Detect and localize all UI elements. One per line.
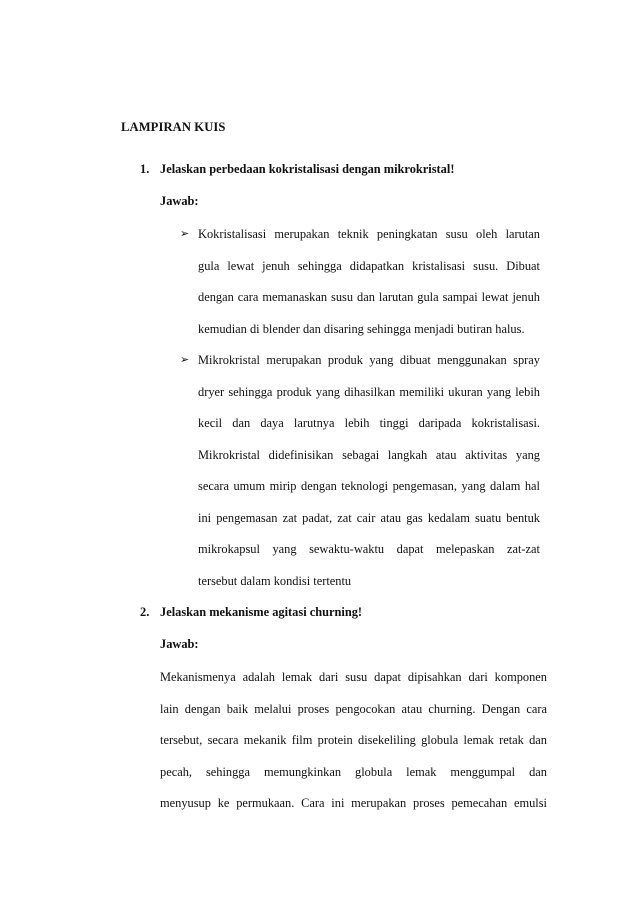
bullet-2-line: ini pengemasan zat padat, zat cair atau gas kedalam suatu bentuk — [198, 510, 540, 525]
paragraph-line: menyusup ke permukaan. Cara ini merupakan proses pemecahan emulsi — [160, 796, 547, 810]
question-1-number: 1. — [140, 162, 150, 176]
question-2-number: 2. — [140, 605, 150, 619]
bullet-1-line: kemudian di blender dan disaring sehingga menjadi butiran halus. — [198, 321, 525, 336]
question-1-answer-label: Jawab: — [160, 194, 199, 208]
answer-bullet-2 — [180, 345, 540, 597]
question-2-text: Jelaskan mekanisme agitasi churning! — [160, 605, 363, 619]
question-1-text: Jelaskan perbedaan kokristalisasi dengan mikrokristal! — [160, 162, 455, 176]
question-1 — [140, 159, 560, 588]
bullet-2-line: tersebut dalam kondisi tertentu — [198, 573, 352, 588]
bullet-2-line: kecil dan daya larutnya lebih tinggi daripada kokristalisasi. — [198, 416, 540, 430]
question-2-answer-label: Jawab: — [160, 637, 199, 651]
bullet-1-line: gula lewat jenuh sehingga didapatkan kristalisasi susu. Dibuat — [198, 258, 540, 273]
bullet-2-line: Mikrokristal merupakan produk yang dibuat menggunakan spray — [198, 353, 540, 367]
bullet-2-line: dryer sehingga produk yang dihasilkan memiliki ukuran yang lebih — [198, 384, 540, 399]
bullet-1-line: dengan cara memanaskan susu dan larutan gula sampai lewat jenuh — [198, 290, 540, 304]
page-heading: LAMPIRAN KUIS — [121, 120, 226, 134]
paragraph-line: lain dengan baik melalui proses pengocokan atau churning. Dengan cara — [160, 701, 547, 716]
question-2-answer-paragraph — [160, 662, 547, 820]
paragraph-line: Mekanismenya adalah lemak dari susu dapat dipisahkan dari komponen — [160, 670, 547, 684]
paragraph-line: pecah, sehingga memungkinkan globula lemak menggumpal dan — [160, 764, 547, 779]
arrow-bullet-icon: ➢ — [180, 354, 190, 366]
bullet-2-line: secara umum mirip dengan teknologi pengemasan, yang dalam hal — [198, 479, 540, 493]
answer-bullet-1 — [180, 219, 540, 345]
question-2-title — [140, 602, 560, 622]
question-2 — [140, 602, 560, 810]
paragraph-line: tersebut, secara mekanik film protein disekeliling globula lemak retak dan — [160, 733, 547, 747]
bullet-2-line: mikrokapsul yang sewaktu-waktu dapat melepaskan zat-zat — [198, 542, 540, 556]
bullet-2-line: Mikrokristal didefinisikan sebagai langkah atau aktivitas yang — [198, 447, 540, 462]
question-1-answer-list — [180, 219, 540, 597]
question-1-title — [140, 159, 560, 179]
bullet-1-line: Kokristalisasi merupakan teknik peningkatan susu oleh larutan — [198, 227, 540, 241]
arrow-bullet-icon: ➢ — [180, 228, 190, 240]
